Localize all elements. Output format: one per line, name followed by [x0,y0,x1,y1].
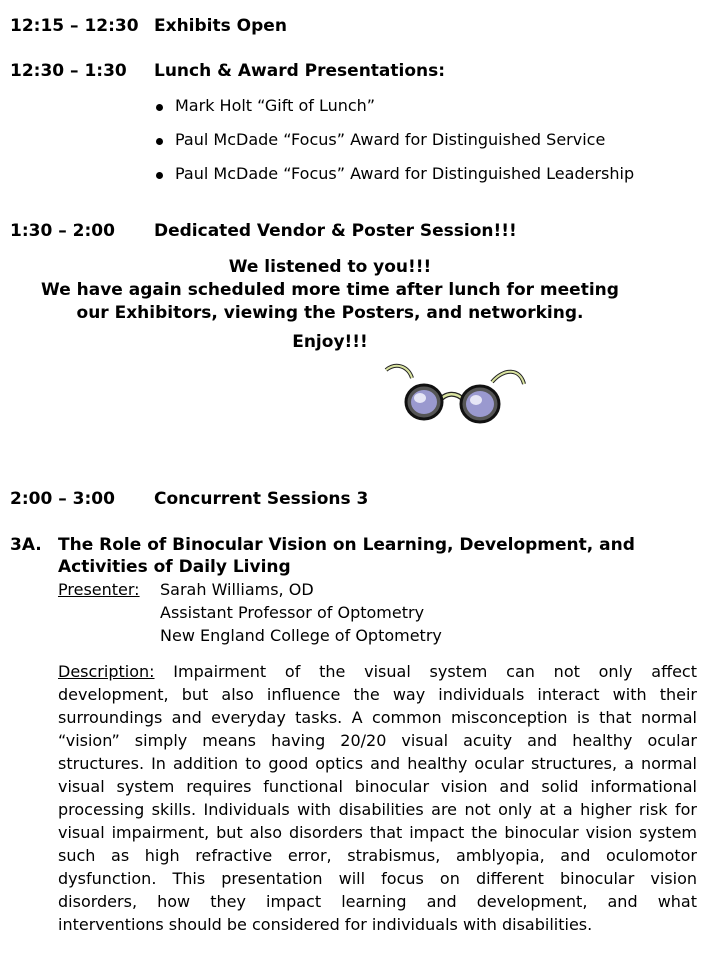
slot-1-title: Exhibits Open [154,16,287,36]
vendor-note-line-3: our Exhibitors, viewing the Posters, and networking. [76,303,584,323]
description-line: structures. In addition to good optics and healthy ocular structures, a normal [58,754,697,773]
description-line: visual system requires functional binocular vision and solid informational [58,777,697,796]
session-title-line-1: The Role of Binocular Vision on Learning, Development, and [58,535,635,555]
presenter-title: Assistant Professor of Optometry [160,603,425,622]
session-number: 3A. [10,535,42,555]
time-slot-1: 12:15 – 12:30 [10,16,139,36]
description-line: “vision” simply means having 20/20 visual acuity and healthy ocular [58,731,697,750]
slot-2-title: Lunch & Award Presentations: [154,61,446,81]
list-item: Paul McDade “Focus” Award for Distinguished Service [175,130,606,149]
bullet-icon [156,104,163,111]
presenter-org: New England College of Optometry [160,626,442,645]
description-line: surroundings and everyday tasks. A common misconception is that normal [58,708,697,727]
eyeglasses-icon [382,362,528,428]
vendor-note-line-4: Enjoy!!! [292,332,368,352]
description-line: processing skills. Individuals with disabilities are not only at a higher risk for [58,800,697,819]
session-description [58,660,697,936]
presenter-name: Sarah Williams, OD [160,580,314,599]
session-title-line-2: Activities of Daily Living [58,557,291,577]
description-line: Impairment of the visual system can not only affect [173,662,698,681]
slot-3-title: Dedicated Vendor & Poster Session!!! [154,221,517,241]
description-line: disorders, how they impact learning and development, and what [58,892,697,911]
bullet-icon [156,138,163,145]
description-line: interventions should be considered for individuals with disabilities. [58,915,593,934]
time-slot-3: 1:30 – 2:00 [10,221,115,241]
list-item: Mark Holt “Gift of Lunch” [175,96,376,115]
description-line: such as high refractive error, strabismus, amblyopia, and oculomotor [58,846,697,865]
bullet-icon [156,172,163,179]
time-slot-4: 2:00 – 3:00 [10,489,115,509]
vendor-note-line-2: We have again scheduled more time after lunch for meeting [41,280,619,300]
time-slot-2: 12:30 – 1:30 [10,61,127,81]
description-line: development, but also influence the way individuals interact with their [58,685,697,704]
vendor-note-line-1: We listened to you!!! [228,257,432,277]
description-line: visual impairment, but also disorders that impact the binocular vision system [58,823,697,842]
slot-4-title: Concurrent Sessions 3 [154,489,369,509]
description-line: dysfunction. This presentation will focus on different binocular vision [58,869,697,888]
list-item: Paul McDade “Focus” Award for Distinguished Leadership [175,164,635,183]
presenter-label: Presenter: [58,580,140,599]
description-label: Description: [58,662,155,681]
